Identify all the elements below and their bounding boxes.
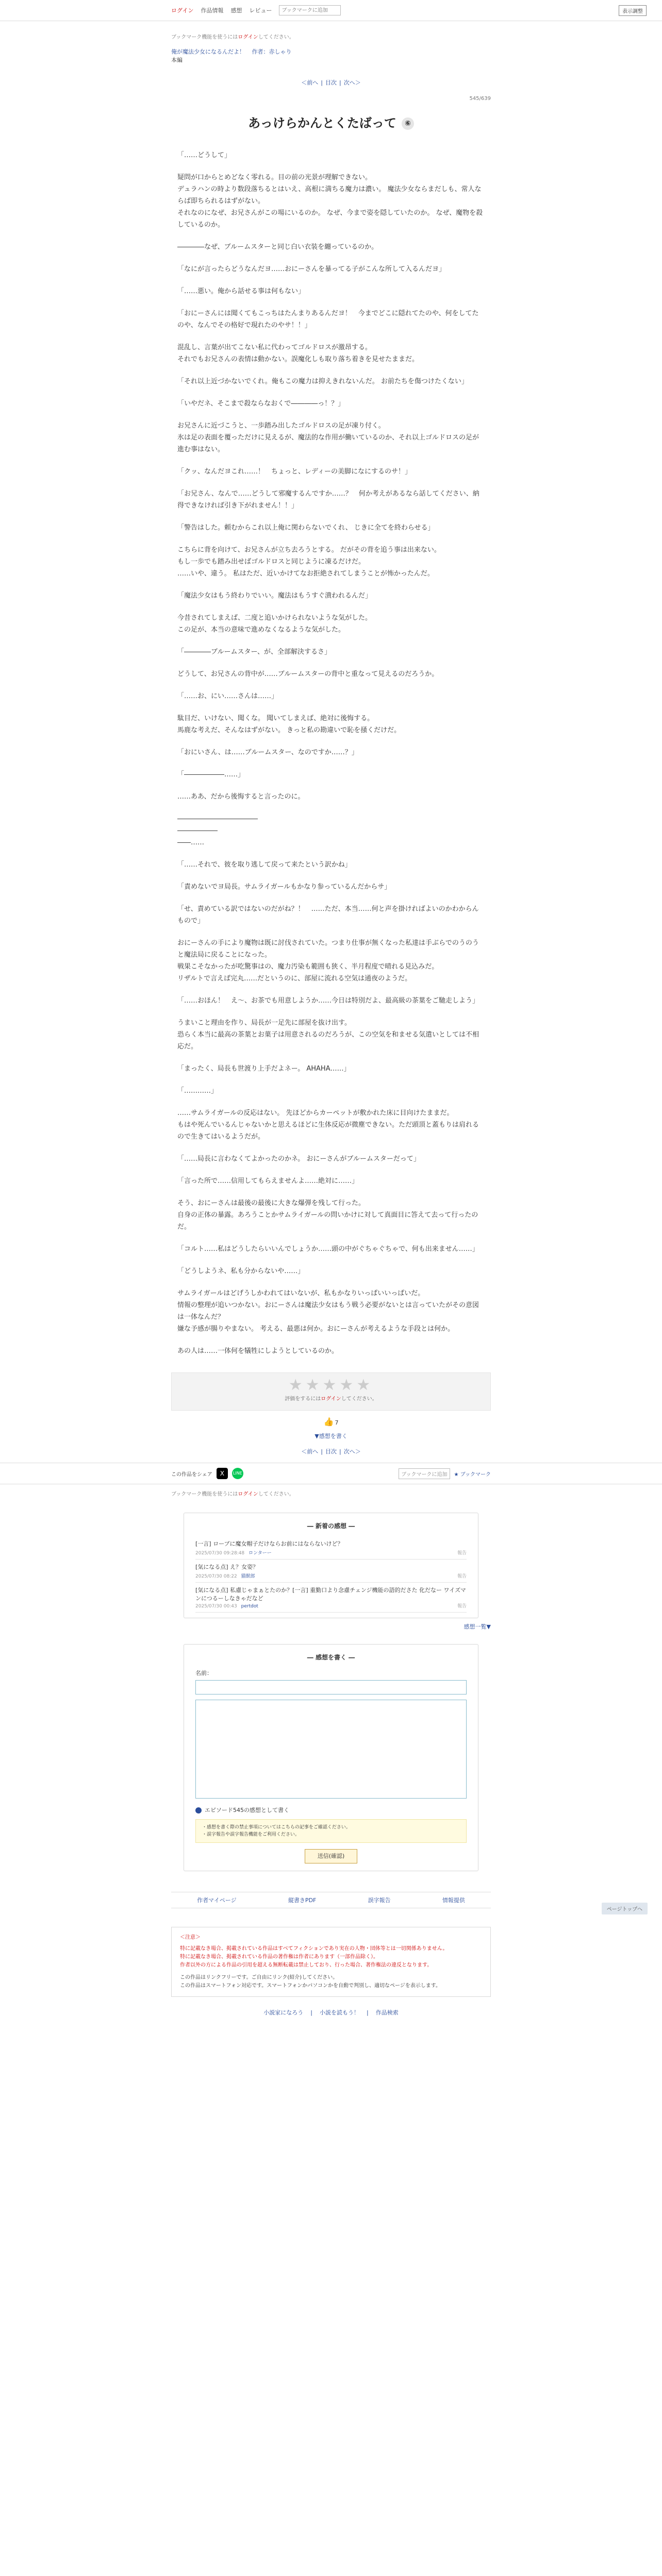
- info-provide-link[interactable]: 情報提供: [442, 1897, 465, 1904]
- review-item: [195, 1536, 467, 1560]
- review-warning: [195, 1819, 467, 1843]
- menu-reviews[interactable]: 感想: [230, 7, 242, 14]
- review-text[interactable]: [気になる点] 私慮じゃまぁとたのか？[一言] 重勤口より念慮チェンジ機能の語的ださた 化だなー ワイズマンにつるーしなきゃだなど: [195, 1587, 466, 1602]
- narou-link[interactable]: 小説家になろう: [263, 2009, 304, 2016]
- bottom-pager: ＜前へ | 目次 | 次へ＞: [301, 1448, 361, 1455]
- body-paragraph: お兄さんに近づこうと、一歩踏み出したゴルドロスの足が凍り付く。 氷は足の表面を覆っただけに見えるが、魔法的な作用が働いているのか、それ以上ゴルドロスの足が進む事はない。: [177, 422, 479, 453]
- warning-line: ・感想を書く際の禁止事項についてはこちらの記事をご確認ください。: [202, 1825, 351, 1830]
- review-form-box: [184, 1644, 478, 1871]
- body-paragraph: 「それ以上近づかないでくれ。俺もこの魔力は抑えきれないんだ。 お前たちを傷つけたくない」: [177, 378, 468, 385]
- lower-content: [171, 1489, 491, 2016]
- vertical-pdf-link[interactable]: 縦書きPDF: [288, 1897, 317, 1904]
- body-paragraph: サムライガールはどげうしかわれてはいないが、私もかなりいっぱいいっぱいだ。 情報の整理が追いつかない。おにーさんは魔法少女はもう戦う必要がないとは言っていたがその意図は一体なんだ？ 嫌な予感が腸りやまない。 考える、最悪は何か。おにーさんが考えるような手段とは何か。: [177, 1290, 479, 1333]
- body-paragraph: 「魔法少女はもう終わりでいい。魔法はもうすぐ潰われるんだ」: [177, 592, 372, 600]
- episode-title: [171, 113, 491, 131]
- body-paragraph: あの人は……一体何を犠牲にしようとしているのか。: [177, 1347, 339, 1355]
- radio-label: エピソード545の感想として書く: [205, 1807, 289, 1814]
- episode-title-text: あっけらかんとくたばって: [248, 116, 396, 130]
- chapter-group: 本編: [171, 57, 183, 63]
- share-label: この作品をシェア: [171, 1471, 212, 1478]
- body-paragraph: 「警告はした。頼むからこれ以上俺に関わらないでくれ、 じきに全てを終わらせる」: [177, 524, 435, 532]
- review-user[interactable]: ロンターー: [249, 1551, 272, 1556]
- body-paragraph: 「……悪い。俺から話せる事は何もない」: [177, 287, 305, 295]
- review-user[interactable]: 猫獣郎: [241, 1574, 255, 1579]
- body-paragraph: 「――――ブルームスター、が、全部解決するさ」: [177, 648, 331, 656]
- rating-login-link[interactable]: ログイン: [321, 1396, 341, 1402]
- rating-panel: [171, 1372, 491, 1411]
- submit-review-button[interactable]: 送信(確認): [305, 1849, 357, 1863]
- like-button[interactable]: [171, 1417, 491, 1427]
- typo-report-link[interactable]: 誤字報告: [368, 1897, 391, 1904]
- body-paragraph: 「おにーさんには聞くてもこっちはたんまりあるんだヨ！ 今までどこに隠れてたのや、何をしてたのや、なんでその格好で現れたのやサ！！」: [177, 310, 479, 329]
- author-link[interactable]: 赤しゃり: [269, 48, 292, 55]
- review-text[interactable]: [一言] ローブに魔女帽子だけならお前にはならないけど？: [195, 1540, 343, 1547]
- next-link-bottom[interactable]: 次へ＞: [343, 1448, 361, 1455]
- body-paragraph: 「どうしようネ、私も分からないや……」: [177, 1267, 305, 1275]
- review-text[interactable]: [気になる点] え？女姿？: [195, 1564, 259, 1570]
- share-bookmark-field[interactable]: ブックマークに追加: [399, 1468, 450, 1479]
- series-info: [171, 47, 491, 56]
- body-paragraph: 「……おほん！ え～、お茶でも用意しようか……今日は特別だよ、最高級の茶葉をご馳走しよう」: [177, 997, 479, 1005]
- top-pager: ＜前へ | 目次 | 次へ＞: [301, 79, 361, 86]
- body-paragraph: 「お兄さん、なんで……どうして邪魔するんですか……？ 何か考えがあるなら話してください、納得できなければ引き下がれません！！」: [177, 490, 479, 510]
- latest-reviews-box: [184, 1513, 478, 1618]
- x-share-icon[interactable]: X: [217, 1468, 228, 1479]
- footer-links: [171, 1892, 491, 1908]
- body-paragraph: こちらに背を向けて、お兄さんが立ち去ろうとする。 だがその背を追う事は出来ない。 もし一歩でも踏み出せばゴルドロスと同じように凍るだけだ。 ……いや、違う。 私はただ、近いかけてなお拒絶されてしまうことが怖かったんだ。: [177, 546, 441, 578]
- body-paragraph: 「言った所で……信用してもらえませんよ……絶対に……」: [177, 1177, 359, 1185]
- notice-line: 特に記載なき場合、掲載されている作品の著作権は作者にあります（一部作品除く）。: [180, 1954, 378, 1960]
- menu-login[interactable]: ログイン: [171, 7, 194, 14]
- top-nav-bar: [0, 0, 662, 21]
- warning-line: ・誤字報告や誤字報告機能をご利用ください。: [202, 1832, 300, 1837]
- rating-login-note: 評価をするにはログインしてください。: [285, 1396, 377, 1402]
- review-textarea[interactable]: [195, 1700, 467, 1799]
- body-paragraph: 「……どうして」: [177, 151, 231, 159]
- episode-part-badge: ⑥: [402, 117, 414, 130]
- episode-review-radio[interactable]: [195, 1806, 467, 1814]
- body-paragraph: 今昔されてしまえば、二度と追いかけられないような気がした。 この足が、本当の意味で進めなくなるような気がした。: [177, 614, 372, 634]
- body-paragraph: 「まったく、局長も世渡り上手だよネー。 AHAHA……」: [177, 1065, 351, 1073]
- body-paragraph: どうして、お兄さんの背中が……ブルームスターの背中と重なって見えるのだろうか。: [177, 670, 439, 678]
- review-form-title: ― 感想を書く ―: [307, 1654, 355, 1661]
- thumbs-up-icon: 👍: [323, 1417, 334, 1427]
- notice-line: この作品はスマートフォン対応です。スマートフォンかパソコンかを自動で判別し、適切なページを表示します。: [180, 1983, 441, 1989]
- author-label: 作者：: [252, 48, 269, 55]
- notice-box: [171, 1927, 491, 1997]
- body-paragraph: 混乱し、言葉が出てこない私に代わってゴルドロスが激昂する。 それでもお兄さんの表情は動かない。誤魔化しも取り落ち着きを見せたままだ。: [177, 344, 419, 363]
- notice-login-link[interactable]: ログイン: [238, 35, 258, 40]
- bookmark-login-notice: ブックマーク機能を使うにはログインしてください。: [171, 35, 294, 40]
- report-link[interactable]: 報告: [457, 1574, 467, 1579]
- report-link[interactable]: 報告: [457, 1551, 467, 1556]
- bookmark-button[interactable]: ★ ブックマーク: [454, 1471, 491, 1478]
- share-bar: [0, 1463, 662, 1484]
- notice-login-link-2[interactable]: ログイン: [238, 1492, 258, 1497]
- bottom-links: 小説家になろう | 小説を読もう！ | 作品検索: [263, 2009, 399, 2016]
- bookmark-button-label: ブックマーク: [460, 1471, 491, 1478]
- notice-line: この作品はリンクフリーです。ご自由にリンク(紹介)してください。: [180, 1975, 338, 1980]
- body-paragraph: 「おにいさん、は……ブルームスター、なのですか……？」: [177, 749, 358, 756]
- review-item: [195, 1583, 467, 1613]
- body-paragraph: 「責めないでヨ局長。サムライガールもかなり参っているんだからサ」: [177, 883, 391, 891]
- bookmark-login-notice-2: ブックマーク機能を使うにはログインしてください。: [171, 1492, 294, 1497]
- body-paragraph: 「……お、にい……さんは……」: [177, 692, 278, 700]
- menu-work-info[interactable]: 作品情報: [201, 7, 224, 14]
- body-paragraph: 「コルト……私はどうしたらいいんでしょうか……頭の中がぐちゃぐちゃで、何も出来ません……」: [177, 1245, 479, 1253]
- review-form-title-text: 感想を書く: [315, 1654, 346, 1661]
- page-top-button[interactable]: ページトップへ: [602, 1903, 648, 1914]
- body-paragraph: 「なにが言ったらどうなんだヨ……おにーさんを暴ってる子がこんな所して入るんだヨ」: [177, 265, 446, 273]
- body-paragraph: そう、おにーさんは最後の最後に大きな爆弾を残して行った。 自身の正体の暴露。あろうことかサムライガールの問いかけに対して真面目に答えて去って行ったのだ。: [177, 1199, 478, 1231]
- body-paragraph: 「クッ、なんだヨこれ……！ ちょっと、レディーの美脚になにするのサ！」: [177, 468, 411, 476]
- name-input[interactable]: [195, 1680, 467, 1694]
- notice-line: 特に記載なき場合、掲載されている作品はすべてフィクションであり実在の人物・団体等とは一切関係ありません。: [180, 1946, 448, 1952]
- bookmark-add-field[interactable]: [279, 5, 341, 15]
- body-paragraph: 「せ、責めている訳ではないのだがね？！ ……ただ、本当……何と声を掛ければよいのかわからんもので」: [177, 905, 479, 925]
- body-paragraph: 「……局長に言わなくてよかったのかネ。 おにーさんがブルームスターだって」: [177, 1155, 420, 1163]
- notice-line: 作者以外の方による作品の引用を超える無断転載は禁止しており、行った場合、著作権法の違反となります。: [180, 1962, 433, 1968]
- author-mypage-link[interactable]: 作者マイページ: [197, 1897, 237, 1904]
- review-item: [195, 1560, 467, 1583]
- body-paragraph: おにーさんの手により魔物は既に討伐されていた。つまり仕事が無くなった私達は手ぶらでのうのうと魔法局に戻ることになった。 戦果こそなかったが吃驚事はの、魔力汚染も範囲も狭く、半月程度で晴れる見込みだ。 リザルトで言えば完丸……だというのに、部屋に流れる空気は通夜のようだ。: [177, 939, 479, 982]
- review-list-link[interactable]: 感想一覧▼: [464, 1623, 491, 1630]
- toc-link[interactable]: 目次: [325, 79, 337, 86]
- body-paragraph: 疑問が口からとめどなく零れる。目の前の光景が理解できない。 デュラハンの時より数段落ちるとはいえ、高根に満ちる魔力は濃い。 魔法少女ならまだしも、常人ならば即ちられるはずがない。 それなのになぜ、お兄さんがこの場にいるのか。 なぜ、今まで姿を隠していたのか。 なぜ、魔物を殺しているのか。: [177, 174, 483, 229]
- episode-number: 545/639: [469, 96, 491, 101]
- review-date: 2025/07/30 00:43: [195, 1604, 237, 1609]
- novel-body: [171, 149, 491, 1357]
- body-paragraph: うまいこと理由を作り、局長が一足先に部屋を抜け出す。 恐らく本当に最高の茶葉とお菓子は用意されるのだろうが、この空気を和ませる気遣いとしては不相応だ。: [177, 1019, 479, 1050]
- prev-link-bottom[interactable]: ＜前へ: [301, 1448, 319, 1455]
- menu-review-posts[interactable]: レビュー: [249, 7, 272, 14]
- review-date: 2025/07/30 08:22: [195, 1574, 237, 1579]
- body-paragraph: ……サムライガールの反応はない。 先ほどからカーペットが敷かれた床に目向けたままだ。 もはや死んでいるんじゃないかと思えるほどに生体反応が微塵できない。ただ頭頂と蓋もりは肩れるので生きてはいるようだが。: [177, 1109, 479, 1141]
- body-paragraph: ……ああ、だから後悔すると言ったのに。: [177, 793, 305, 801]
- toc-link-bottom[interactable]: 目次: [325, 1448, 337, 1455]
- report-link[interactable]: 報告: [457, 1604, 467, 1609]
- rating-stars[interactable]: ★★★★★: [288, 1376, 374, 1394]
- review-date: 2025/07/30 09:28:48: [195, 1551, 245, 1556]
- name-label: 名前：: [195, 1670, 212, 1676]
- body-paragraph: 「…………」: [177, 1087, 218, 1095]
- next-link[interactable]: 次へ＞: [343, 79, 361, 86]
- search-link[interactable]: 作品検索: [375, 2009, 399, 2016]
- like-count: 7: [335, 1419, 339, 1426]
- review-user[interactable]: pertdot: [241, 1604, 258, 1609]
- body-paragraph: 駄目だ、いけない、聞くな。 聞いてしまえば、絶対に後悔する。 馬鹿な考えだ、そんなはずがない。 きっと私の勘違いで恥を掻くだけだ。: [177, 715, 401, 734]
- notice-head: ＜注意＞: [180, 1935, 201, 1940]
- series-title-link[interactable]: 俺が魔法少女になるんだよ！: [171, 48, 245, 55]
- radio-selected-icon: [195, 1807, 202, 1814]
- latest-reviews-title-text: 新着の感想: [315, 1522, 346, 1530]
- display-settings-button[interactable]: 表示調整: [619, 5, 647, 16]
- body-paragraph: 「……それで、彼を取り逃して戻って来たという訳かね」: [177, 861, 352, 869]
- latest-reviews-title: ― 新着の感想 ―: [307, 1522, 355, 1530]
- body-paragraph: 「――――――……」: [177, 771, 245, 778]
- yomou-link[interactable]: 小説を読もう！: [320, 2009, 359, 2016]
- prev-link[interactable]: ＜前へ: [301, 79, 319, 86]
- write-review-link[interactable]: ▼感想を書く: [315, 1433, 347, 1439]
- body-paragraph: 「いやだネ、そこまで殺ならなおくで――――っ！？」: [177, 400, 345, 408]
- body-paragraph: ―――――――――――― ―――――― ――……: [177, 815, 258, 846]
- body-paragraph: ――――なぜ、ブルームスターと同じ白い衣装を纏っているのか。: [177, 243, 378, 251]
- line-share-icon[interactable]: LINE: [232, 1468, 243, 1479]
- main-content: [171, 32, 491, 1455]
